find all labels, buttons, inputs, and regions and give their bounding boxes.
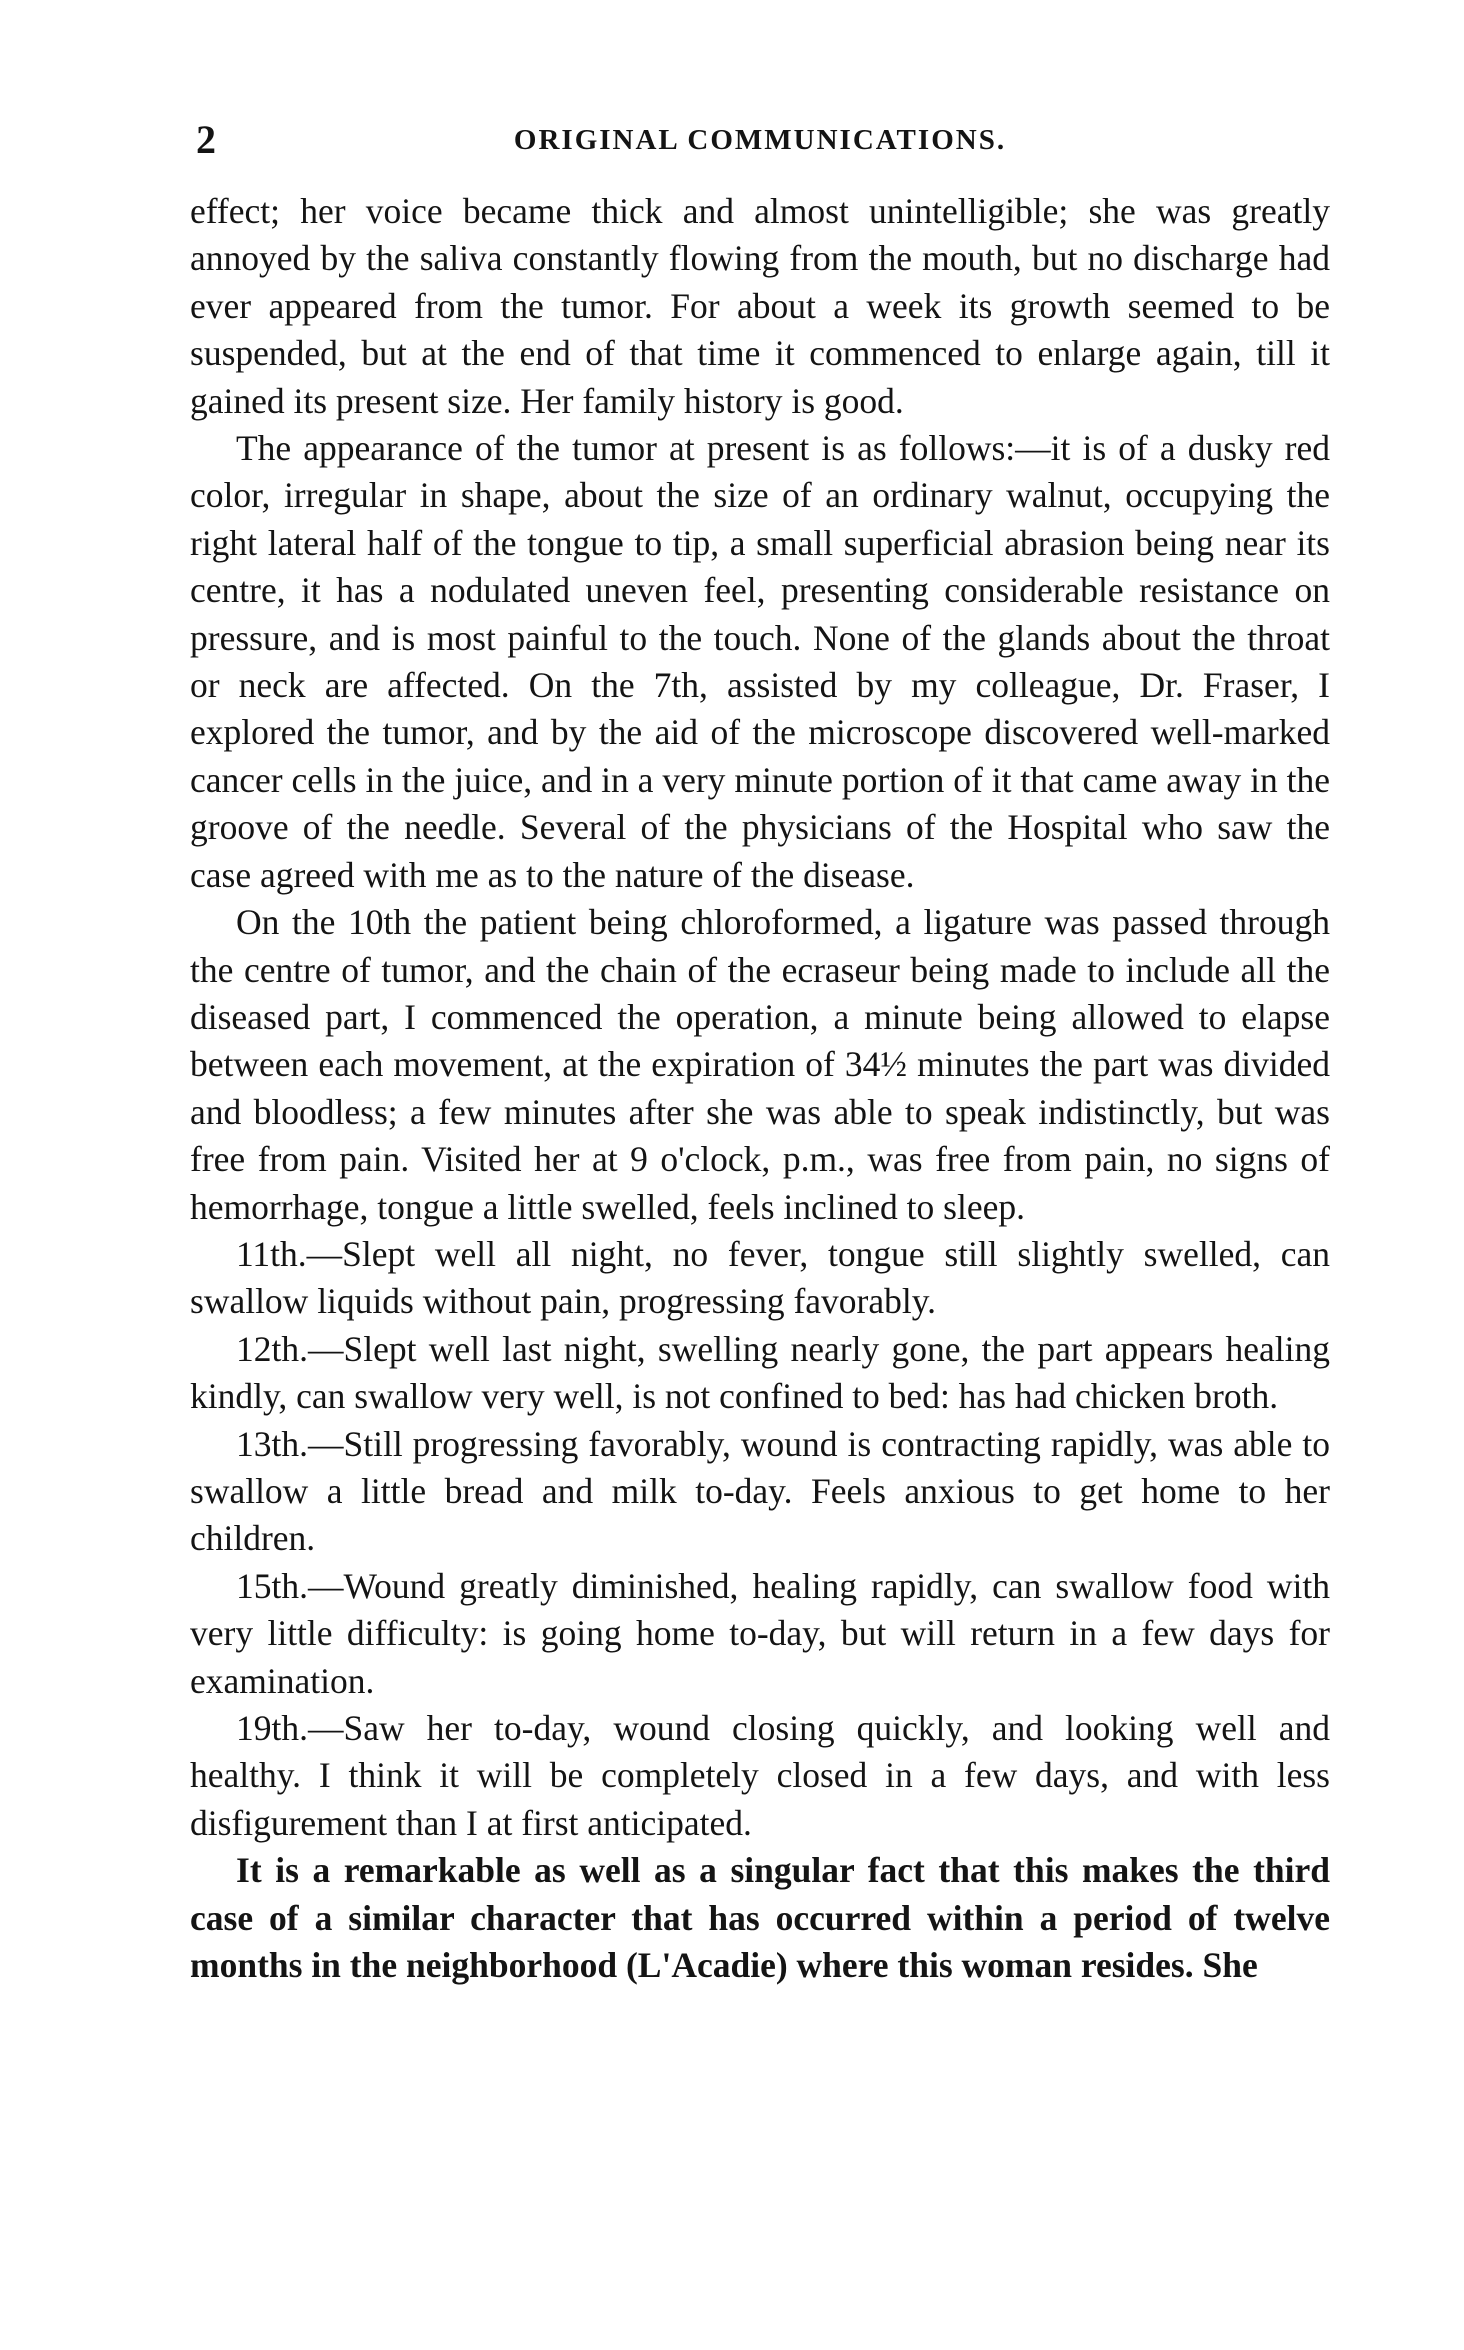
paragraph-remarkable-fact: It is a remarkable as well as a singular fact that this makes the third case of a similar character that has occurred within a period of twelve months in the neighborhood (L'Acadie) where this woman resides. She xyxy=(190,1850,1330,1986)
paragraph-19th: 19th.—Saw her to-day, wound closing quickly, and looking well and healthy. I think it will be completely closed in a few days, and with less disfigurement than I at first anticipated. xyxy=(190,1708,1330,1843)
body-text xyxy=(190,188,1330,1989)
paragraph-13th: 13th.—Still progressing favorably, wound is contracting rapidly, was able to swallow a little bread and milk to-day. Feels anxious to get home to her children. xyxy=(190,1423,1330,1559)
paragraph-effect: effect; her voice became thick and almost unintelligible; she was greatly annoyed by the saliva constantly flowing from the mouth, but no discharge had ever appeared from the tumor. For about a week its growth seemed to be suspended, but at the end of that time it commenced to enlarge again, till it gained its present size. Her family history is good. xyxy=(190,191,1330,421)
book-page xyxy=(190,112,1330,1989)
paragraph-operation: On the 10th the patient being chloroformed, a ligature was passed through the centre of tumor, and the chain of the ecraseur being made to include all the diseased part, I commenced the operation, a minute being allowed to elapse between each movement, at the expiration of 34½ minutes the part was divided and bloodless; a few minutes after she was able to speak indistinctly, but was free from pain. Visited her at 9 o'clock, p.m., was free from pain, no signs of hemorrhage, tongue a little swelled, feels inclined to sleep. xyxy=(190,902,1330,1227)
page-number: 2 xyxy=(196,117,216,162)
paragraph-11th: 11th.—Slept well all night, no fever, tongue still slightly swelled, can swallow liquids without pain, progressing favorably. xyxy=(190,1233,1330,1322)
running-head xyxy=(190,112,1330,172)
paragraph-tumor-appearance: The appearance of the tumor at present is as follows:—it is of a dusky red color, irregular in shape, about the size of an ordinary walnut, occupying the right lateral half of the tongue to tip, a small superficial abrasion being near its centre, it has a nodulated uneven feel, presenting considerable resistance on pressure, and is most painful to the touch. None of the glands about the throat or neck are affected. On the 7th, assisted by my colleague, Dr. Fraser, I explored the tumor, and by the aid of the microscope discovered well-marked cancer cells in the juice, and in a very minute portion of it that came away in the groove of the needle. Several of the physicians of the Hospital who saw the case agreed with me as to the nature of the disease. xyxy=(190,428,1330,895)
paragraph-12th: 12th.—Slept well last night, swelling nearly gone, the part appears healing kindly, can swallow very well, is not confined to bed: has had chicken broth. xyxy=(190,1328,1330,1417)
running-title: ORIGINAL COMMUNICATIONS. xyxy=(513,124,1007,156)
paragraph-15th: 15th.—Wound greatly diminished, healing rapidly, can swallow food with very little difficulty: is going home to-day, but will return in a few days for examination. xyxy=(190,1565,1330,1701)
